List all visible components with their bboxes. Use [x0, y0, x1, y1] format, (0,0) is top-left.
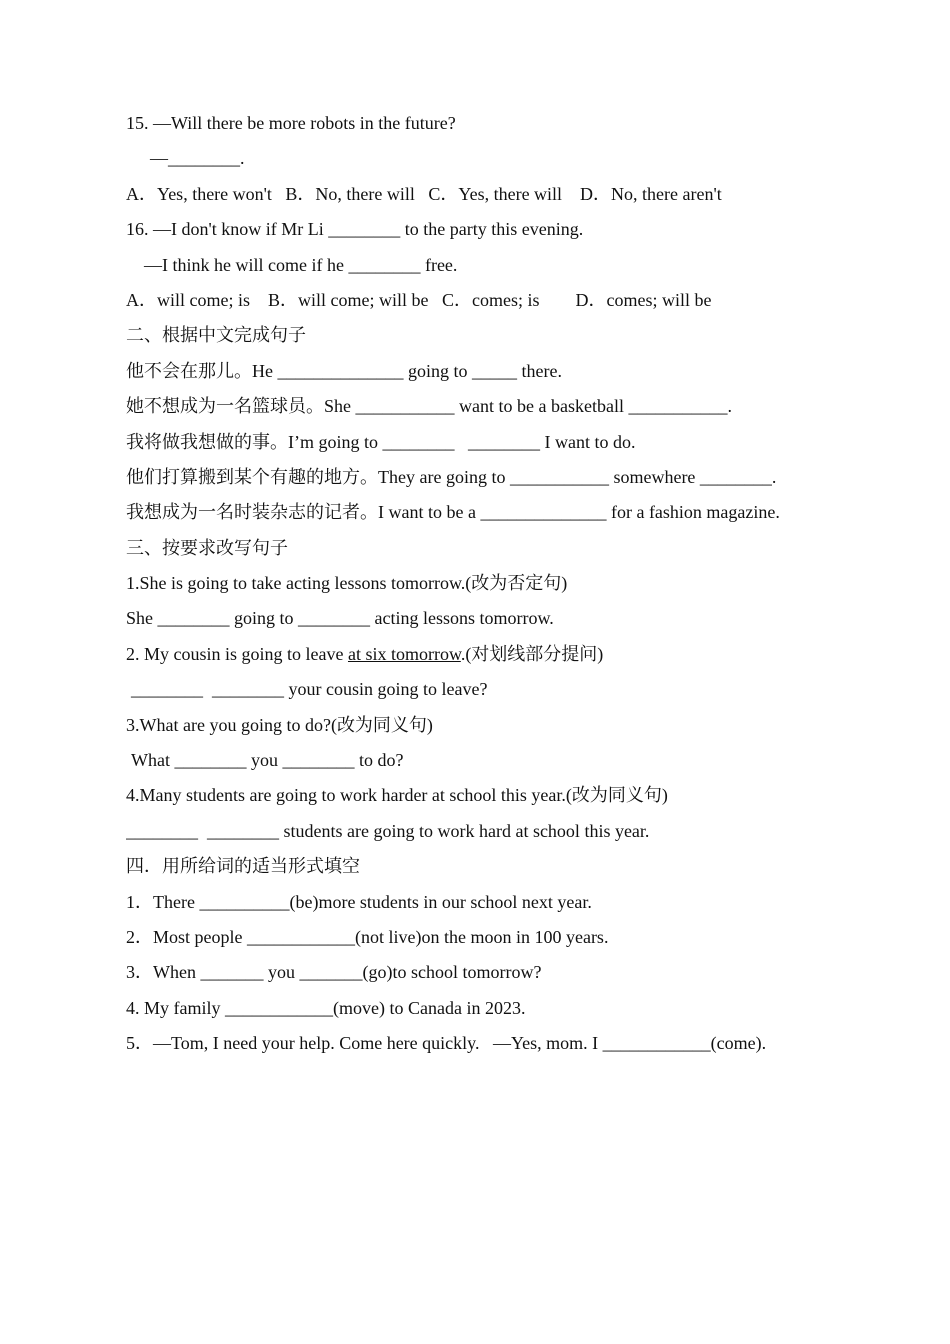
section2-item: 她不想成为一名篮球员。She ___________ want to be a basketball ___________. [126, 396, 732, 417]
q16-options: A．will come; is B．will come; will be C．comes; is D．comes; will be [126, 289, 712, 310]
section3-q3-answer: What ________ you ________ to do? [131, 750, 404, 771]
section4-item: 5．—Tom, I need your help. Come here quickly. —Yes, mom. I ____________(come). [126, 1033, 767, 1054]
section4-item: 2．Most people ____________(not live)on the moon in 100 years. [126, 926, 609, 947]
section2-item: 我将做我想做的事。I’m going to ________ ________ I want to do. [126, 431, 636, 452]
section4-heading: 四．用所给词的适当形式填空 [126, 856, 360, 877]
section4-item: 4. My family ____________(move) to Canada in 2023. [126, 997, 526, 1018]
q2-underlined-phrase: at six tomorrow [347, 643, 461, 664]
section2-item: 我想成为一名时装杂志的记者。I want to be a ______________ for a fashion magazine. [126, 502, 780, 523]
section3-q4-answer: ________ ________ students are going to work hard at school this year. [126, 820, 650, 841]
section3-q4-stem: 4.Many students are going to work harder at school this year.(改为同义句) [126, 785, 668, 806]
q16-stem: 16. —I don't know if Mr Li ________ to the party this evening. [126, 219, 584, 240]
section3-q1-stem: 1.She is going to take acting lessons tomorrow.(改为否定句) [126, 573, 568, 594]
section3-q2-stem [126, 637, 926, 672]
section2-item: 他们打算搬到某个有趣的地方。They are going to ___________ somewhere ________. [126, 466, 777, 487]
q16-reply: —I think he will come if he ________ free. [144, 254, 458, 275]
section4-item: 1．There __________(be)more students in our school next year. [126, 891, 592, 912]
q2-prefix: 2. My cousin is going to leave [126, 643, 348, 664]
q15-stem: 15. —Will there be more robots in the future? [126, 113, 456, 133]
section3-q1-answer: She ________ going to ________ acting lessons tomorrow. [126, 608, 554, 629]
section2-heading: 二、根据中文完成句子 [126, 325, 306, 346]
q2-suffix: .(对划线部分提问) [460, 643, 604, 664]
section3-q3-stem: 3.What are you going to do?(改为同义句) [126, 714, 433, 735]
q15-answer-line: —________. [150, 148, 245, 169]
section3-heading: 三、按要求改写句子 [126, 537, 288, 558]
section2-item: 他不会在那儿。He ______________ going to _____ there. [126, 360, 562, 381]
section3-q2-answer: ________ ________ your cousin going to leave? [131, 679, 488, 700]
q15-options: A．Yes, there won't B．No, there will C．Yes, there will D．No, there aren't [126, 183, 722, 204]
worksheet-page [126, 106, 926, 1062]
section4-item: 3．When _______ you _______(go)to school tomorrow? [126, 962, 542, 983]
